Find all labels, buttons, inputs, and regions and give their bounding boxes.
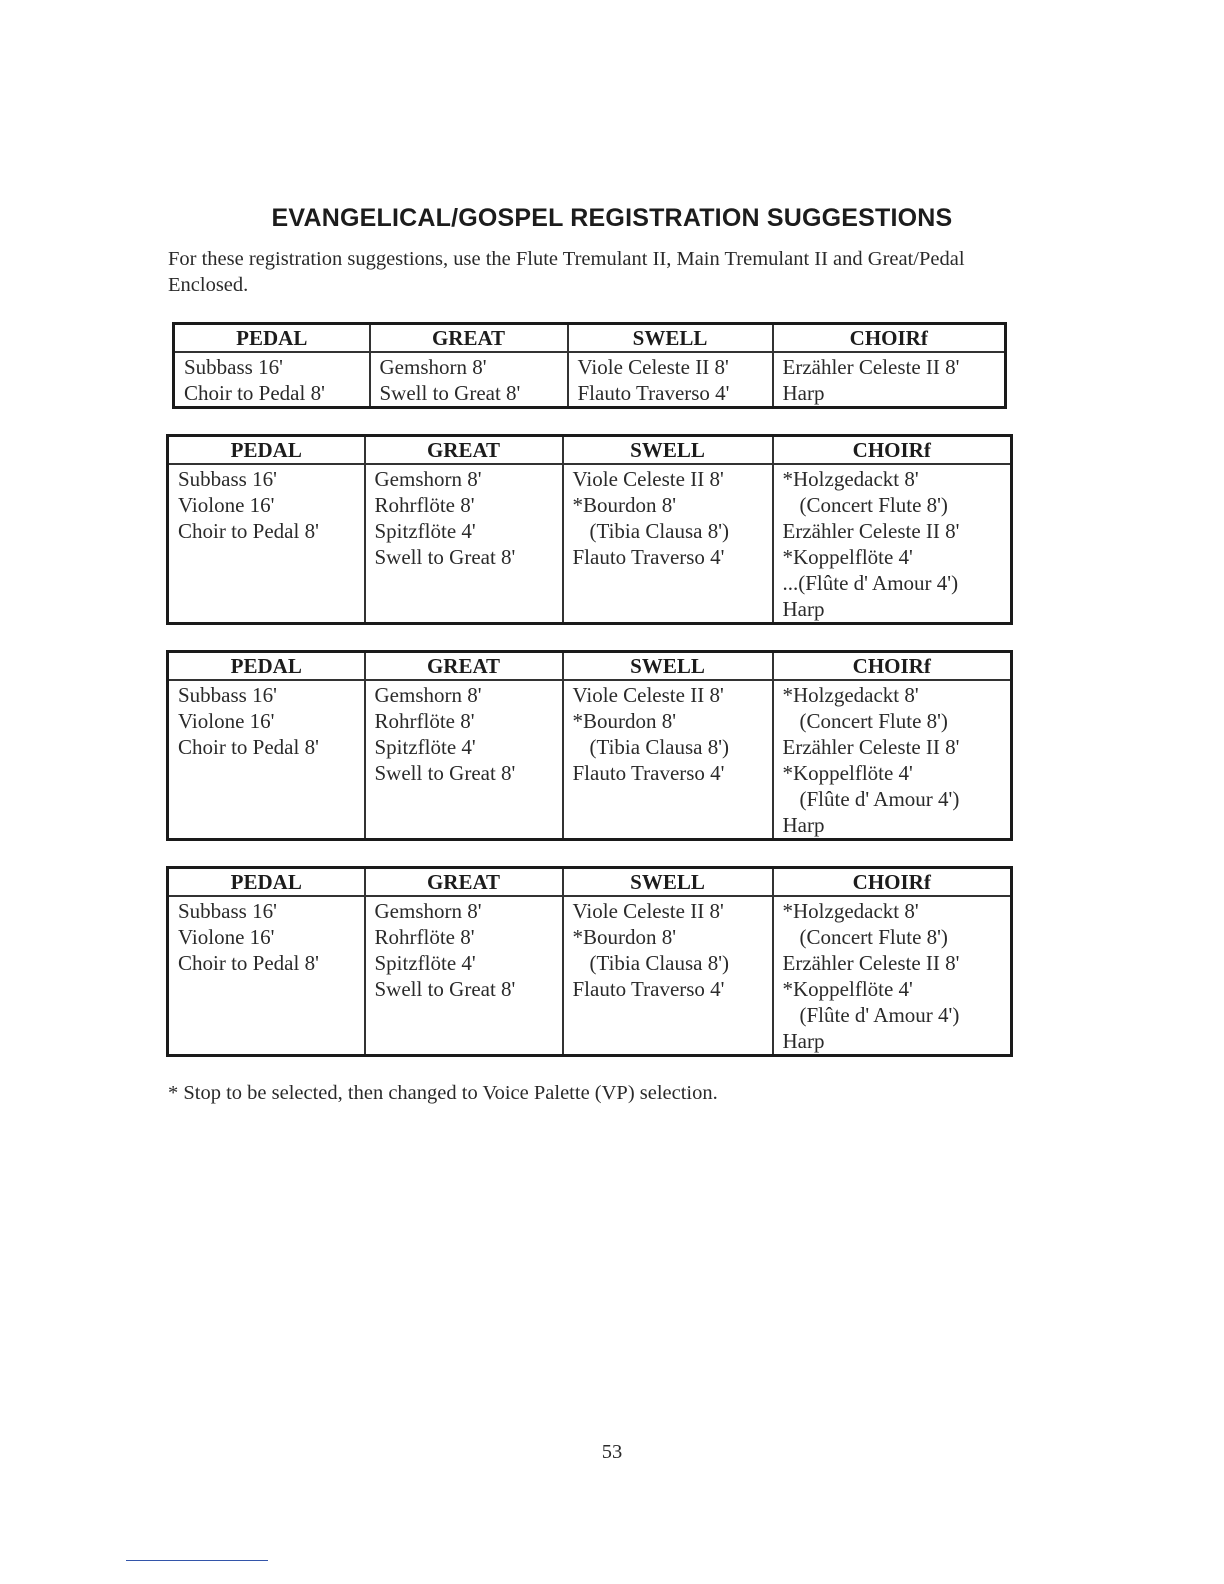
stop-item: *Holzgedackt 8' [782, 899, 919, 923]
stop-item: Swell to Great 8' [379, 381, 521, 405]
great-cell [365, 896, 563, 1056]
stop-item: (Flûte d' Amour 4') [799, 1003, 960, 1027]
stop-item: Violone 16' [178, 493, 275, 517]
pedal-cell [168, 680, 365, 840]
stop-item: Gemshorn 8' [374, 899, 482, 923]
table-row [168, 464, 1012, 624]
stop-item: Viole Celeste II 8' [572, 899, 724, 923]
header-great: GREAT [365, 436, 563, 465]
header-great: GREAT [365, 652, 563, 681]
stop-item: Violone 16' [178, 925, 275, 949]
stop-item: *Holzgedackt 8' [782, 683, 919, 707]
swell-cell [563, 896, 773, 1056]
stop-item: Harp [782, 381, 825, 405]
stop-item: *Koppelflöte 4' [782, 545, 913, 569]
header-great: GREAT [370, 324, 568, 353]
registration-table-3 [166, 650, 1013, 841]
stop-item: Subbass 16' [178, 899, 277, 923]
stop-item: Choir to Pedal 8' [184, 381, 325, 405]
stop-item: Spitzflöte 4' [374, 951, 476, 975]
stop-item: Viole Celeste II 8' [572, 683, 724, 707]
stop-item: (Tibia Clausa 8') [589, 735, 730, 759]
header-choir: CHOIRf [773, 436, 1012, 465]
stop-item: Flauto Traverso 4' [577, 381, 730, 405]
stop-item: *Bourdon 8' [572, 493, 677, 517]
stop-item: (Concert Flute 8') [799, 709, 948, 733]
pedal-cell [174, 352, 370, 408]
footer-rule [126, 1560, 268, 1561]
stop-item: *Koppelflöte 4' [782, 977, 913, 1001]
table-row [174, 352, 1006, 408]
header-choir: CHOIRf [773, 868, 1012, 897]
table-header-row [168, 436, 1012, 465]
choir-cell [773, 896, 1012, 1056]
stop-item: Subbass 16' [178, 467, 277, 491]
stop-item: Erzähler Celeste II 8' [782, 951, 960, 975]
stop-item: Viole Celeste II 8' [572, 467, 724, 491]
stop-item: Swell to Great 8' [374, 977, 516, 1001]
stop-item: Flauto Traverso 4' [572, 977, 725, 1001]
table-row [168, 896, 1012, 1056]
table-row [168, 680, 1012, 840]
stop-item: Viole Celeste II 8' [577, 355, 729, 379]
stop-item: Swell to Great 8' [374, 761, 516, 785]
stop-item: Gemshorn 8' [374, 467, 482, 491]
choir-cell [773, 680, 1012, 840]
stop-item: Rohrflöte 8' [374, 709, 475, 733]
stop-item: Gemshorn 8' [379, 355, 487, 379]
stop-item: (Flûte d' Amour 4') [799, 787, 960, 811]
stop-item: Swell to Great 8' [374, 545, 516, 569]
stop-item: Flauto Traverso 4' [572, 761, 725, 785]
registration-table-1 [172, 322, 1007, 409]
stop-item: Harp [782, 813, 825, 837]
great-cell [365, 464, 563, 624]
header-choir: CHOIRf [773, 652, 1012, 681]
stop-item: Subbass 16' [178, 683, 277, 707]
stop-item: Erzähler Celeste II 8' [782, 355, 960, 379]
stop-item: (Tibia Clausa 8') [589, 951, 730, 975]
stop-item: Flauto Traverso 4' [572, 545, 725, 569]
page-title: EVANGELICAL/GOSPEL REGISTRATION SUGGESTIONS [271, 204, 953, 232]
stop-item: Harp [782, 1029, 825, 1053]
header-swell: SWELL [563, 436, 773, 465]
stop-item: Subbass 16' [184, 355, 283, 379]
stop-item: *Bourdon 8' [572, 925, 677, 949]
stop-item: Rohrflöte 8' [374, 493, 475, 517]
header-pedal: PEDAL [168, 652, 365, 681]
stop-item: Spitzflöte 4' [374, 519, 476, 543]
swell-cell [563, 464, 773, 624]
stop-item: Choir to Pedal 8' [178, 519, 319, 543]
stop-item: Violone 16' [178, 709, 275, 733]
stop-item: Choir to Pedal 8' [178, 735, 319, 759]
swell-cell [568, 352, 773, 408]
stop-item: ...(Flûte d' Amour 4') [782, 571, 959, 595]
great-cell [370, 352, 568, 408]
swell-cell [563, 680, 773, 840]
header-pedal: PEDAL [174, 324, 370, 353]
great-cell [365, 680, 563, 840]
pedal-cell [168, 896, 365, 1056]
stop-item: *Koppelflöte 4' [782, 761, 913, 785]
header-pedal: PEDAL [168, 436, 365, 465]
footnote: * Stop to be selected, then changed to Voice Palette (VP) selection. [168, 1082, 718, 1104]
stop-item: Erzähler Celeste II 8' [782, 735, 960, 759]
table-header-row [168, 652, 1012, 681]
stop-item: (Concert Flute 8') [799, 925, 948, 949]
choir-cell [773, 352, 1006, 408]
stop-item: (Tibia Clausa 8') [589, 519, 730, 543]
stop-item: Choir to Pedal 8' [178, 951, 319, 975]
pedal-cell [168, 464, 365, 624]
stop-item: Rohrflöte 8' [374, 925, 475, 949]
stop-item: *Bourdon 8' [572, 709, 677, 733]
header-swell: SWELL [568, 324, 773, 353]
stop-item: Spitzflöte 4' [374, 735, 476, 759]
stop-item: *Holzgedackt 8' [782, 467, 919, 491]
header-swell: SWELL [563, 868, 773, 897]
stop-item: Gemshorn 8' [374, 683, 482, 707]
intro-paragraph: For these registration suggestions, use the Flute Tremulant II, Main Tremulant II and Great/Pedal Enclosed. [168, 248, 965, 296]
table-header-row [174, 324, 1006, 353]
header-swell: SWELL [563, 652, 773, 681]
header-pedal: PEDAL [168, 868, 365, 897]
stop-item: Harp [782, 597, 825, 621]
registration-table-2 [166, 434, 1013, 625]
table-header-row [168, 868, 1012, 897]
choir-cell [773, 464, 1012, 624]
page-number: 53 [601, 1441, 623, 1463]
header-choir: CHOIRf [773, 324, 1006, 353]
header-great: GREAT [365, 868, 563, 897]
registration-table-4 [166, 866, 1013, 1057]
stop-item: Erzähler Celeste II 8' [782, 519, 960, 543]
stop-item: (Concert Flute 8') [799, 493, 948, 517]
